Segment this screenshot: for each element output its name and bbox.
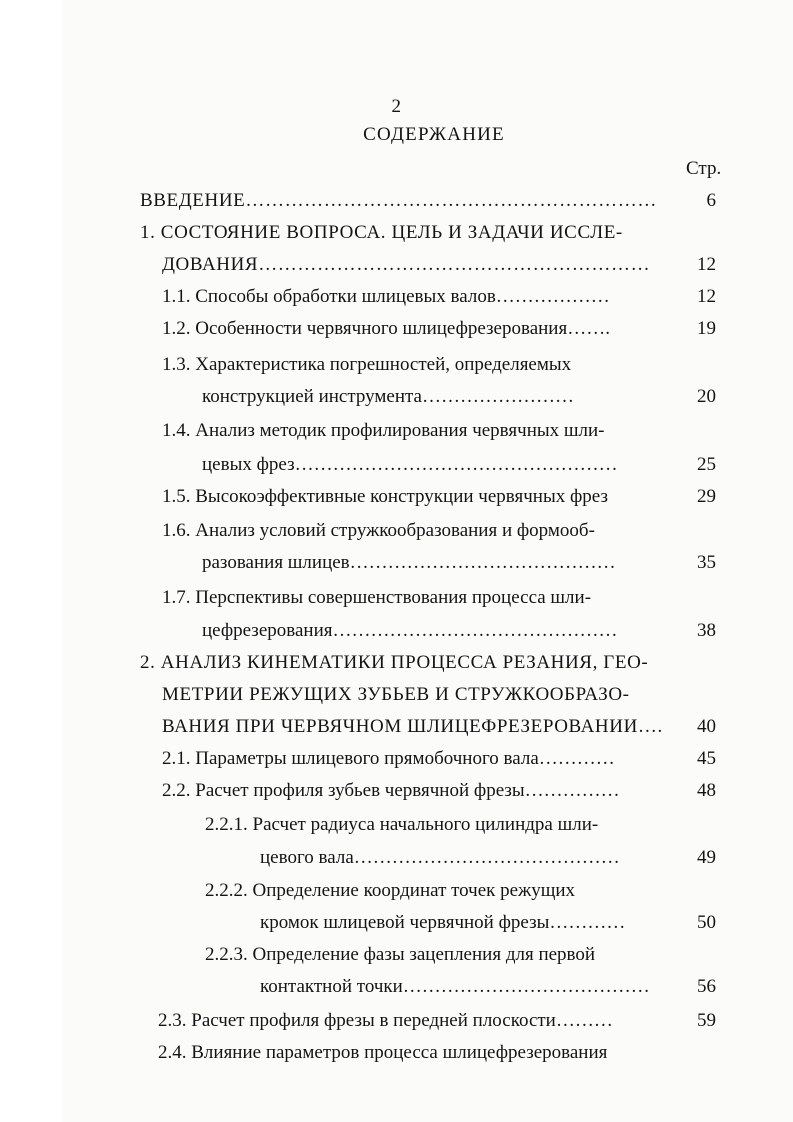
toc-line: 1.3. Характеристика погрешностей, определяемых	[162, 354, 572, 375]
toc-line: ВАНИЯ ПРИ ЧЕРВЯЧНОМ ШЛИЦЕФРЕЗЕРОВАНИИ….	[162, 716, 663, 737]
toc-line: 1. СОСТОЯНИЕ ВОПРОСА. ЦЕЛЬ И ЗАДАЧИ ИССЛЕ-	[140, 222, 623, 243]
toc-line: 2.1. Параметры шлицевого прямобочного вала…………	[162, 748, 615, 769]
toc-line: 2.2.3. Определение фазы зацепления для первой	[205, 944, 596, 965]
toc-line: 2. АНАЛИЗ КИНЕМАТИКИ ПРОЦЕССА РЕЗАНИЯ, ГЕО-	[140, 652, 649, 673]
toc-line: 1.5. Высокоэффективные конструкции червячных фрез	[162, 486, 608, 507]
toc-line: 1.6. Анализ условий стружкообразования и формооб-	[162, 520, 595, 541]
toc-line: ВВЕДЕНИЕ………………………………………………………	[140, 190, 657, 211]
toc-page-number: 38	[697, 620, 716, 641]
toc-page-number: 48	[697, 780, 716, 801]
toc-line: 1.7. Перспективы совершенствования процесса шли-	[162, 587, 592, 608]
toc-page-number: 6	[706, 190, 716, 211]
toc-page-number: 50	[697, 912, 716, 933]
toc-line: ДОВАНИЯ……………………………………………………	[162, 254, 651, 275]
toc-line: 2.2.1. Расчет радиуса начального цилиндра шли-	[205, 814, 599, 835]
toc-page-number: 19	[697, 318, 716, 339]
toc-line: конструкцией инструмента……………………	[202, 386, 574, 407]
toc-page-number: 29	[697, 486, 716, 507]
toc-line: МЕТРИИ РЕЖУЩИХ ЗУБЬЕВ И СТРУЖКООБРАЗО-	[162, 684, 630, 705]
toc-line: 2.2.2. Определение координат точек режущих	[205, 880, 576, 901]
toc-line: 1.1. Способы обработки шлицевых валов………………	[162, 286, 610, 307]
toc-page-number: 59	[697, 1010, 716, 1031]
toc-page-number: 25	[697, 454, 716, 475]
toc-page-number: 49	[697, 847, 716, 868]
toc-line: контактной точки…………………………………	[260, 976, 650, 997]
toc-page-number: 56	[697, 976, 716, 997]
toc-page-number: 20	[697, 386, 716, 407]
toc-line: разования шлицев……………………………………	[202, 552, 616, 573]
toc-page-number: 45	[697, 748, 716, 769]
toc-line: 1.4. Анализ методик профилирования червячных шли-	[162, 420, 605, 441]
toc-line: 1.2. Особенности червячного шлицефрезерования…….	[162, 318, 610, 339]
toc-line: кромок шлицевой червячной фрезы…………	[260, 912, 626, 933]
toc-line: 2.3. Расчет профиля фрезы в передней плоскости………	[158, 1010, 613, 1031]
toc-line: цевых фрез……………………………………………	[202, 454, 618, 475]
toc-page-number: 35	[697, 552, 716, 573]
toc-line: цефрезерования………………………………………	[202, 620, 618, 641]
page-title: СОДЕРЖАНИЕ	[363, 124, 505, 145]
page-number: 2	[391, 96, 402, 117]
toc-line: 2.2. Расчет профиля зубьев червячной фрезы……………	[162, 780, 620, 801]
toc-page-number: 12	[697, 286, 716, 307]
toc-line: цевого вала……………………………………	[260, 847, 620, 868]
toc-page-number: 40	[697, 716, 716, 737]
toc-line: 2.4. Влияние параметров процесса шлицефрезерования	[158, 1042, 608, 1063]
scan-margin	[0, 0, 62, 1122]
toc-page-number: 12	[697, 254, 716, 275]
page-column-header: Стр.	[686, 158, 722, 179]
